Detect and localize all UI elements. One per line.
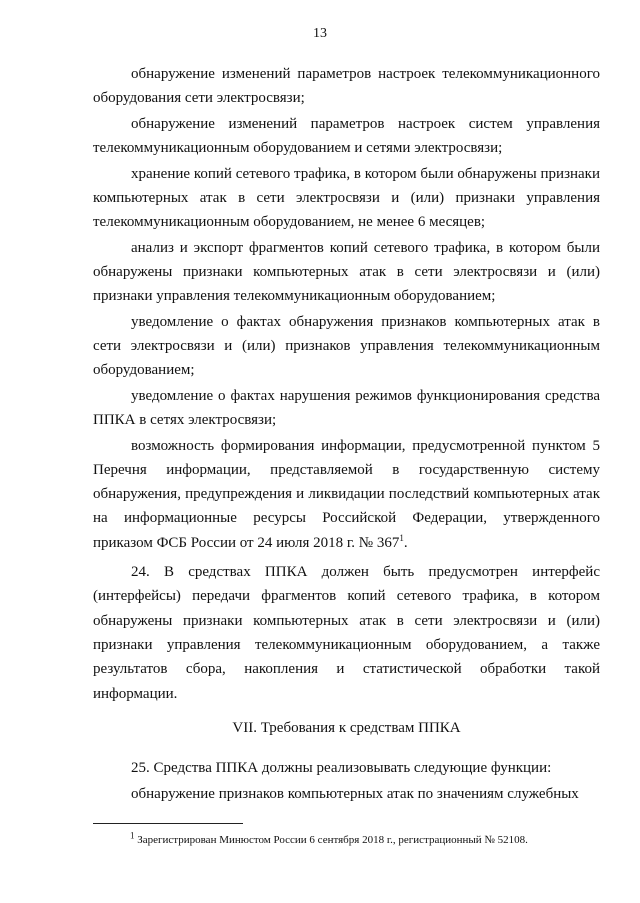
section-heading: VII. Требования к средствам ППКА [232, 719, 461, 736]
footnote-marker: 1 [130, 830, 135, 841]
page-content [93, 62, 600, 807]
page-number: 13 [313, 26, 327, 41]
paragraph-with-footnote: возможность формирования информации, предусмотренной пунктом 5 Перечня информации, представляемой в государственную систему обнаружения, предупреждения и ликвидации последствий компьютерных атак на информационные ресурсы Российской Федерации, утвержденного приказом ФСБ России от 24 июля 2018 г. № $367^1$. [93, 437, 600, 551]
paragraph: уведомление о фактах обнаружения признаков компьютерных атак в сети электросвязи и (или) признаков управления телекоммуникационным оборудованием; [93, 313, 600, 379]
paragraph-text: возможность формирования информации, предусмотренной пунктом 5 Перечня информации, представляемой в государственную систему обнаружения, предупреждения и ликвидации последствий компьютерных атак на информационные ресурсы Российской Федерации, утвержденного приказом ФСБ России от 24 июля 2018 г. № 367 [93, 437, 600, 551]
paragraph: уведомление о фактах нарушения режимов функционирования средства ППКА в сетях электросвязи; [93, 387, 600, 429]
paragraph: обнаружение изменений параметров настроек телекоммуникационного оборудования сети электросвязи; [93, 66, 600, 107]
paragraph-clause-24: 24. В средствах ППКА должен быть предусмотрен интерфейс (интерфейсы) передачи фрагментов копий сетевого трафика, в котором обнаружены признаки компьютерных атак в сети электросвязи и (или) признаки управления телекоммуникационным оборудованием, а также результатов сбора, накопления и статистической обработки такой информации. [93, 564, 600, 702]
footnote-divider [93, 823, 243, 824]
footnote-reference: 1 [399, 532, 404, 543]
paragraph: обнаружение признаков компьютерных атак по значениям служебных [131, 785, 579, 802]
footnote [130, 830, 600, 847]
paragraph: анализ и экспорт фрагментов копий сетевого трафика, в котором были обнаружены признаки компьютерных атак в сети электросвязи и (или) признаки управления телекоммуникационным оборудованием; [93, 239, 600, 305]
paragraph: хранение копий сетевого трафика, в котором были обнаружены признаки компьютерных атак в сети электросвязи и (или) признаки управления телекоммуникационным оборудованием, не менее 6 месяцев; [93, 165, 600, 231]
footnote-text: Зарегистрирован Минюстом России 6 сентября 2018 г., регистрационный № 52108. [137, 834, 528, 846]
paragraph-clause-25: 25. Средства ППКА должны реализовывать следующие функции: [131, 760, 552, 777]
paragraph: обнаружение изменений параметров настроек систем управления телекоммуникационным оборудованием и сетями электросвязи; [93, 115, 600, 157]
